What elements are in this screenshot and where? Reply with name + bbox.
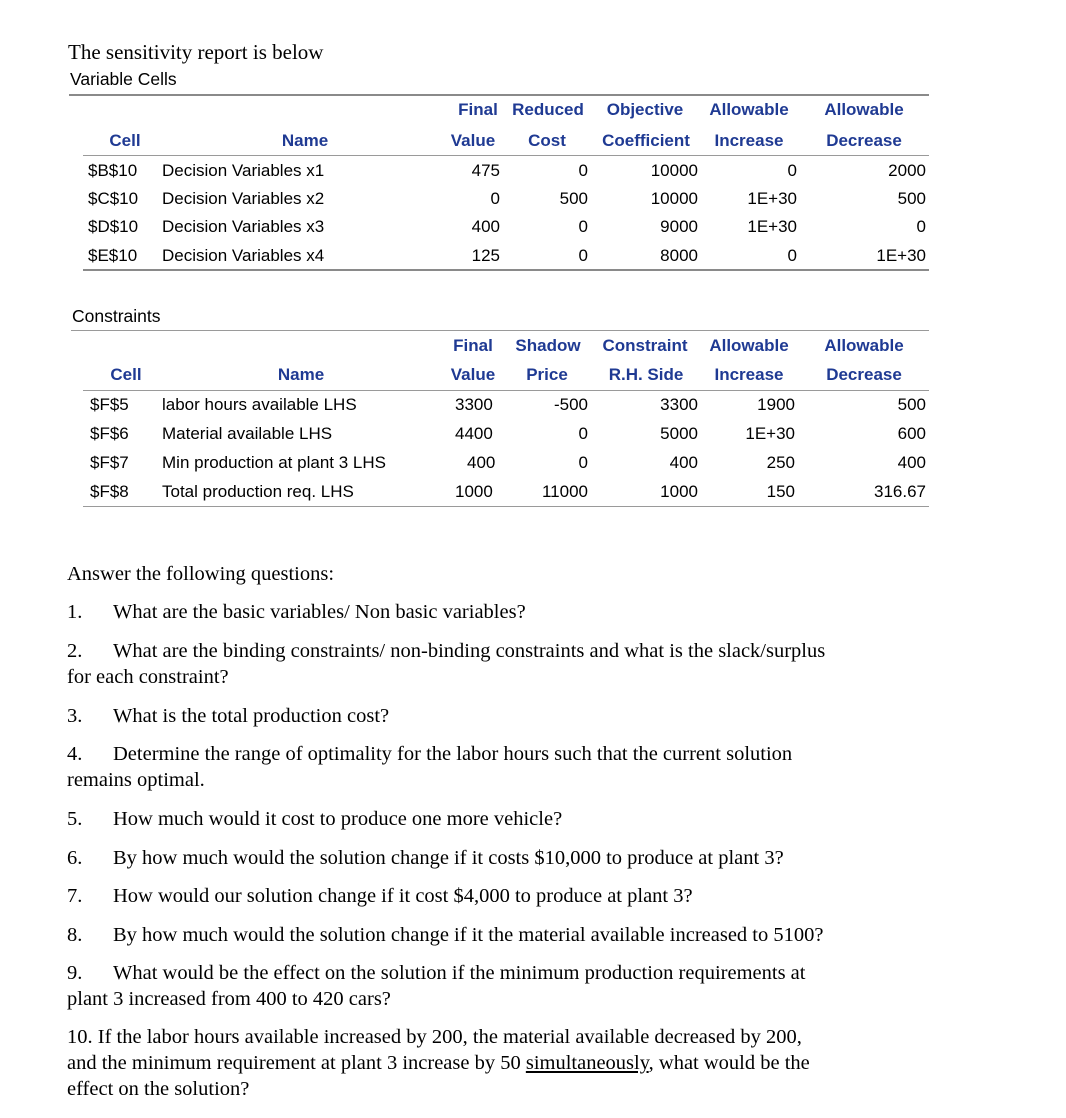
c-allowable-increase: 250 (766, 453, 795, 472)
c-rhs: 400 (669, 453, 698, 472)
c-bottom-rule (83, 506, 929, 507)
c-name: labor hours available LHS (162, 395, 357, 414)
vc-objective-coefficient: 8000 (660, 246, 698, 265)
c-final-value: 3300 (455, 395, 493, 414)
question-text: What would be the effect on the solution if the minimum production requirements at (113, 962, 806, 984)
question-4-cont: remains optimal. (67, 769, 205, 791)
c-header-value: Value (450, 365, 496, 384)
vc-name: Decision Variables x2 (162, 189, 325, 208)
c-cell-ref: $F$6 (90, 424, 129, 443)
c-shadow-price: -500 (553, 395, 588, 414)
c-header-rhs: R.H. Side (608, 365, 684, 384)
c-final-value: 4400 (455, 424, 493, 443)
vc-cell-ref: $D$10 (88, 217, 139, 236)
question-number: 9. (67, 962, 83, 984)
question-text: By how much would the solution change if it costs $10,000 to produce at plant 3? (113, 847, 784, 869)
vc-allowable-decrease: 0 (916, 217, 926, 236)
question-number: 6. (67, 847, 83, 869)
c-name: Total production req. LHS (162, 482, 354, 501)
question-2 (67, 638, 825, 664)
vc-objective-coefficient: 10000 (650, 161, 698, 180)
question-number: 1. (67, 601, 83, 623)
c-header-final: Final (453, 336, 493, 355)
c-rhs: 1000 (660, 482, 698, 501)
vc-header-rule (83, 155, 929, 156)
c-name: Material available LHS (162, 424, 333, 443)
c-allowable-decrease: 600 (897, 424, 926, 443)
question-10-line3: effect on the solution? (67, 1078, 250, 1100)
c-rhs: 5000 (660, 424, 698, 443)
c-final-value: 1000 (455, 482, 493, 501)
question-2-cont: for each constraint? (67, 666, 229, 688)
c-final-value: 400 (467, 453, 496, 472)
vc-final-value: 475 (471, 161, 500, 180)
question-number: 8. (67, 924, 83, 946)
vc-cell-ref: $C$10 (88, 189, 139, 208)
question-number: 7. (67, 885, 83, 907)
c-cell-ref: $F$8 (90, 482, 129, 501)
question-9-cont: plant 3 increased from 400 to 420 cars? (67, 988, 391, 1010)
vc-allowable-decrease: 1E+30 (876, 246, 926, 265)
vc-header-allowable-dec: Allowable (824, 100, 904, 119)
question-number: 2. (67, 640, 83, 662)
question-6 (67, 845, 784, 871)
questions-heading: Answer the following questions: (67, 563, 335, 585)
question-9 (67, 960, 805, 986)
c-shadow-price: 0 (578, 424, 588, 443)
c-cell-ref: $F$5 (90, 395, 129, 414)
c-header-allowable-inc: Allowable (709, 336, 789, 355)
vc-objective-coefficient: 10000 (650, 189, 698, 208)
c-allowable-decrease: 400 (897, 453, 926, 472)
c-header-price: Price (526, 365, 568, 384)
question-number: 3. (67, 705, 83, 727)
question-7 (67, 883, 693, 909)
question-4 (67, 741, 792, 767)
question-number: 4. (67, 743, 83, 765)
intro-text: The sensitivity report is below (68, 40, 324, 64)
vc-allowable-increase: 0 (787, 161, 797, 180)
c-allowable-increase: 1E+30 (745, 424, 795, 443)
vc-header-cell: Cell (109, 131, 141, 150)
question-10-underlined-word: simultaneously (525, 1052, 649, 1074)
vc-allowable-increase: 1E+30 (747, 217, 797, 236)
question-10-line2-pre: and the minimum requirement at plant 3 increase by 50 (67, 1052, 526, 1074)
vc-header-allowable-inc: Allowable (709, 100, 789, 119)
question-5 (67, 806, 562, 832)
vc-header-coefficient: Coefficient (602, 131, 690, 150)
question-10-line1: 10. If the labor hours available increased by 200, the material available decreased by 200, (67, 1026, 802, 1048)
vc-name: Decision Variables x3 (162, 217, 325, 236)
vc-allowable-decrease: 500 (897, 189, 926, 208)
c-shadow-price: 11000 (541, 482, 588, 501)
vc-header-decrease: Decrease (826, 131, 902, 150)
question-text: By how much would the solution change if it the material available increased to 5100? (113, 924, 824, 946)
vc-cell-ref: $E$10 (88, 246, 138, 265)
c-header-allowable-dec: Allowable (824, 336, 904, 355)
c-header-name: Name (277, 365, 325, 384)
vc-final-value: 400 (471, 217, 500, 236)
vc-header-name: Name (281, 131, 329, 150)
c-header-decrease: Decrease (826, 365, 902, 384)
question-text: What are the basic variables/ Non basic variables? (113, 601, 526, 623)
vc-header-objective: Objective (606, 100, 684, 119)
c-header-cell: Cell (110, 365, 142, 384)
question-10-line2 (67, 1050, 810, 1076)
vc-bottom-rule (83, 269, 929, 271)
vc-allowable-increase: 1E+30 (747, 189, 797, 208)
question-number: 5. (67, 808, 83, 830)
c-allowable-increase: 1900 (757, 395, 795, 414)
c-header-increase: Increase (714, 365, 784, 384)
c-shadow-price: 0 (578, 453, 588, 472)
vc-reduced-cost: 0 (578, 246, 588, 265)
vc-final-value: 125 (471, 246, 500, 265)
vc-name: Decision Variables x1 (162, 161, 325, 180)
question-text: What is the total production cost? (113, 705, 390, 727)
question-text: Determine the range of optimality for the labor hours such that the current solution (113, 743, 793, 765)
question-text: How would our solution change if it cost $4,000 to produce at plant 3? (113, 885, 693, 907)
variable-cells-title: Variable Cells (70, 69, 177, 89)
question-3 (67, 703, 389, 729)
vc-header-value: Value (450, 131, 496, 150)
c-allowable-decrease: 316.67 (874, 482, 926, 501)
c-header-shadow: Shadow (515, 336, 581, 355)
vc-cell-ref: $B$10 (88, 161, 138, 180)
vc-objective-coefficient: 9000 (660, 217, 698, 236)
c-allowable-decrease: 500 (897, 395, 926, 414)
vc-header-final: Final (458, 100, 498, 119)
vc-reduced-cost: 0 (578, 217, 588, 236)
constraints-title: Constraints (72, 306, 161, 326)
variable-cells-top-rule (69, 94, 929, 96)
vc-allowable-increase: 0 (787, 246, 797, 265)
question-1 (67, 599, 526, 625)
c-allowable-increase: 150 (766, 482, 795, 501)
vc-final-value: 0 (490, 189, 500, 208)
vc-name: Decision Variables x4 (162, 246, 325, 265)
c-name: Min production at plant 3 LHS (162, 453, 386, 472)
c-header-constraint: Constraint (602, 336, 688, 355)
question-8 (67, 922, 823, 948)
vc-reduced-cost: 0 (578, 161, 588, 180)
question-text: What are the binding constraints/ non-binding constraints and what is the slack/surplus (113, 640, 826, 662)
c-header-rule (83, 390, 929, 391)
constraints-top-rule (71, 330, 929, 331)
vc-header-increase: Increase (714, 131, 784, 150)
vc-allowable-decrease: 2000 (888, 161, 926, 180)
vc-reduced-cost: 500 (559, 189, 588, 208)
c-cell-ref: $F$7 (90, 453, 129, 472)
question-10-line2-post: , what would be the (648, 1052, 810, 1074)
question-text: How much would it cost to produce one more vehicle? (113, 808, 563, 830)
vc-header-cost: Cost (528, 131, 566, 150)
c-rhs: 3300 (660, 395, 698, 414)
vc-header-reduced: Reduced (512, 100, 584, 119)
